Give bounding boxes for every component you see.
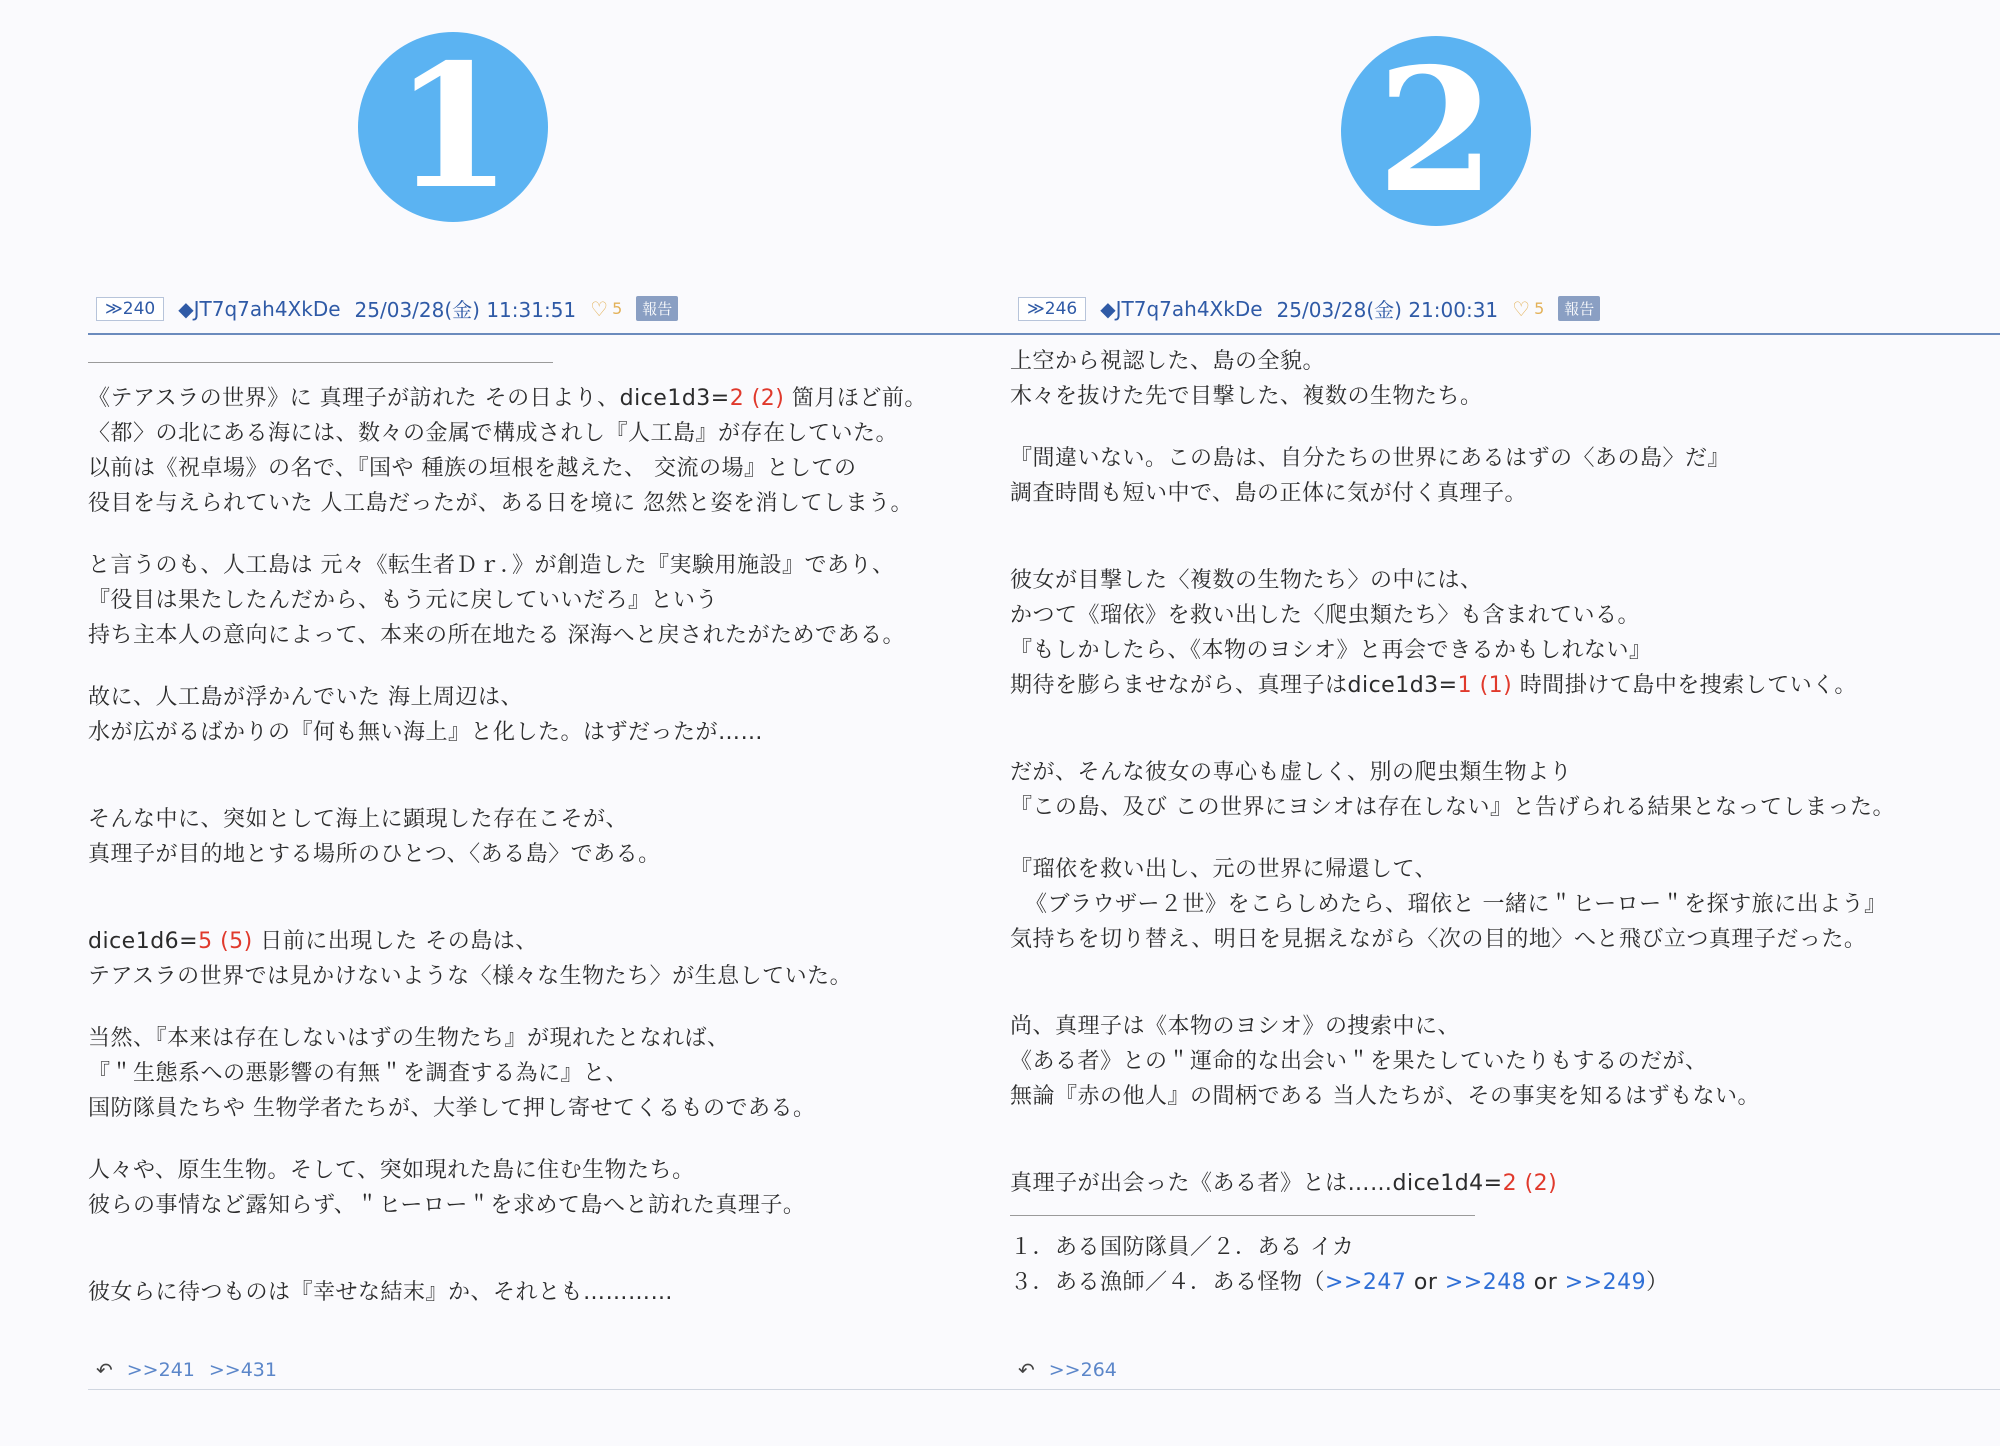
post-date: 25/03/28(金) 11:31:51 bbox=[354, 298, 577, 322]
post-anchor-link[interactable]: ≫246 bbox=[1018, 297, 1086, 321]
text-line: 国防隊員たちや 生物学者たちが、大挙して押し寄せてくるものである。 bbox=[88, 1096, 816, 1121]
text-line: 気持ちを切り替え、明日を見据えながら〈次の目的地〉へと飛び立つ真理子だった。 bbox=[1010, 927, 1867, 952]
text: 期待を膨らませながら、真理子はdice1d3= bbox=[1010, 673, 1458, 698]
post-date: 25/03/28(金) 21:00:31 bbox=[1276, 298, 1499, 322]
dice-result: 2 (2) bbox=[1502, 1171, 1558, 1196]
text-line: だが、そんな彼女の専心も虚しく、別の爬虫類生物より bbox=[1010, 760, 1573, 785]
dice-result: 1 (1) bbox=[1457, 673, 1513, 698]
poster-id[interactable]: ◆JT7q7ah4XkDe bbox=[178, 296, 341, 321]
text-line: 《ある者》との＂運命的な出会い＂を果たしていたりもするのだが、 bbox=[1010, 1049, 1708, 1074]
text-line: そんな中に、突如として海上に顕現した存在こそが、 bbox=[88, 807, 629, 832]
reply-link[interactable]: >>431 bbox=[208, 1359, 277, 1381]
paragraph bbox=[1010, 344, 2000, 414]
text-line: 『この島、及び この世界にヨシオは存在しない』と告げられる結果となってしまった。 bbox=[1010, 795, 1895, 820]
header-divider bbox=[1010, 333, 2000, 335]
text: ） bbox=[1646, 1270, 1669, 1295]
text: or bbox=[1406, 1270, 1445, 1295]
text: or bbox=[1526, 1270, 1565, 1295]
anchor-link[interactable]: >>248 bbox=[1444, 1270, 1527, 1295]
paragraph bbox=[88, 1021, 1010, 1126]
text-line: 故に、人工島が浮かんでいた 海上周辺は、 bbox=[88, 685, 523, 710]
text-line: 役目を与えられていた 人工島だったが、ある日を境に 忽然と姿を消してしまう。 bbox=[88, 491, 913, 516]
paragraph bbox=[88, 802, 1010, 872]
text-line: 上空から視認した、島の全貌。 bbox=[1010, 349, 1326, 374]
text: 箇月ほど前。 bbox=[784, 386, 927, 411]
text-line: テアスラの世界では見かけないような〈様々な生物たち〉が生息していた。 bbox=[88, 964, 853, 989]
number-badge: 1 bbox=[358, 32, 548, 222]
text-line: 人々や、原生生物。そして、突如現れた島に住む生物たち。 bbox=[88, 1158, 695, 1183]
like-count: 5 bbox=[1534, 299, 1545, 318]
post-body bbox=[1010, 340, 2000, 1300]
text: 真理子が出会った《ある者》とは……dice1d4= bbox=[1010, 1171, 1503, 1196]
dice-result: 2 (2) bbox=[729, 386, 785, 411]
paragraph bbox=[1010, 441, 2000, 511]
number-badge: 2 bbox=[1341, 36, 1531, 226]
text-line: 『間違いない。この島は、自分たちの世界にあるはずの〈あの島〉だ』 bbox=[1010, 446, 1731, 471]
text-line: 以前は《祝卓場》の名で、『国や 種族の垣根を越えた、 交流の場』としての bbox=[88, 456, 857, 481]
paragraph bbox=[88, 1153, 1010, 1223]
paragraph bbox=[1010, 755, 2000, 825]
paragraph bbox=[1010, 1230, 2000, 1300]
paragraph bbox=[1010, 1166, 2000, 1201]
paragraph bbox=[88, 680, 1010, 750]
text: 日前に出現した その島は、 bbox=[252, 929, 538, 954]
text-line: かつて《瑠依》を救い出した〈爬虫類たち〉も含まれている。 bbox=[1010, 603, 1641, 628]
text-line: 持ち主本人の意向によって、本来の所在地たる 深海へと戻されたがためである。 bbox=[88, 623, 906, 648]
paragraph bbox=[88, 1275, 1010, 1310]
heart-icon: ♡ bbox=[1512, 296, 1531, 321]
like-button[interactable] bbox=[590, 297, 622, 321]
text-line: 『＂生態系への悪影響の有無＂を調査する為に』と、 bbox=[88, 1061, 629, 1086]
text-line: 『もしかしたら、《本物のヨシオ》と再会できるかもしれない』 bbox=[1010, 638, 1652, 663]
paragraph bbox=[1010, 1009, 2000, 1114]
paragraph bbox=[88, 381, 1010, 521]
reply-link[interactable]: >>241 bbox=[126, 1359, 195, 1381]
post-footer bbox=[96, 1358, 277, 1382]
reply-icon: ↶ bbox=[96, 1358, 113, 1382]
text: 時間掛けて島中を捜索していく。 bbox=[1512, 673, 1857, 698]
post-header bbox=[96, 294, 1010, 323]
text-line: 『瑠依を救い出し、元の世界に帰還して、 bbox=[1010, 857, 1438, 882]
text-line: 《ブラウザー２世》をこらしめたら、瑠依と 一緒に＂ヒーロー＂を探す旅に出よう』 bbox=[1010, 892, 1887, 917]
post-body bbox=[88, 340, 1010, 1310]
text-line: 無論『赤の他人』の間柄である 当人たちが、その事実を知るはずもない。 bbox=[1010, 1084, 1760, 1109]
header-divider bbox=[88, 333, 1010, 335]
text-line: 当然、『本来は存在しないはずの生物たち』が現れたとなれば、 bbox=[88, 1026, 730, 1051]
text-line: 『役目は果たしたんだから、もう元に戻していいだろ』という bbox=[88, 588, 719, 613]
text: 《テアスラの世界》に 真理子が訪れた その日より、dice1d3= bbox=[88, 386, 730, 411]
poster-id[interactable]: ◆JT7q7ah4XkDe bbox=[1100, 296, 1263, 321]
text-line: 尚、真理子は《本物のヨシオ》の捜索中に、 bbox=[1010, 1014, 1461, 1039]
paragraph bbox=[1010, 852, 2000, 957]
paragraph bbox=[88, 924, 1010, 994]
anchor-link[interactable]: >>249 bbox=[1564, 1270, 1647, 1295]
reply-icon: ↶ bbox=[1018, 1358, 1035, 1382]
text: dice1d6= bbox=[88, 929, 199, 954]
post-header bbox=[1018, 294, 2000, 323]
footer-divider bbox=[1010, 1389, 2000, 1390]
text-line: 〈都〉の北にある海には、数々の金属で構成されし『人工島』が存在していた。 bbox=[88, 421, 899, 446]
divider bbox=[1010, 1215, 1475, 1216]
heart-icon: ♡ bbox=[590, 296, 609, 321]
like-count: 5 bbox=[612, 299, 623, 318]
text-line: 木々を抜けた先で目撃した、複数の生物たち。 bbox=[1010, 384, 1483, 409]
like-button[interactable] bbox=[1512, 297, 1544, 321]
text-line: 真理子が目的地とする場所のひとつ、〈ある島〉である。 bbox=[88, 842, 661, 867]
text-line: 彼女が目撃した〈複数の生物たち〉の中には、 bbox=[1010, 568, 1483, 593]
text-line: と言うのも、人工島は 元々《転生者Ｄｒ．》が創造した『実験用施設』であり、 bbox=[88, 553, 895, 578]
paragraph bbox=[1010, 563, 2000, 703]
footer-divider bbox=[88, 1389, 1010, 1390]
report-button[interactable]: 報告 bbox=[1558, 296, 1600, 321]
post-footer bbox=[1018, 1358, 1117, 1382]
text-line: 彼らの事情など露知らず、＂ヒーロー＂を求めて島へと訪れた真理子。 bbox=[88, 1193, 806, 1218]
post-246 bbox=[1010, 0, 2000, 1446]
text-line: 彼女らに待つものは『幸せな結末』か、それとも………… bbox=[88, 1280, 674, 1305]
anchor-link[interactable]: >>247 bbox=[1325, 1270, 1407, 1295]
reply-link[interactable]: >>264 bbox=[1048, 1359, 1117, 1381]
dice-result: 5 (5) bbox=[198, 929, 253, 954]
divider bbox=[88, 362, 553, 363]
text-line: 調査時間も短い中で、島の正体に気が付く真理子。 bbox=[1010, 481, 1528, 506]
post-anchor-link[interactable]: ≫240 bbox=[96, 297, 164, 321]
text-line: 水が広がるばかりの『何も無い海上』と化した。はずだったが…… bbox=[88, 720, 764, 745]
paragraph bbox=[88, 548, 1010, 653]
text: ３．ある漁師／４．ある怪物（ bbox=[1010, 1270, 1326, 1295]
text-line: １．ある国防隊員／２．ある イカ bbox=[1010, 1235, 1355, 1260]
report-button[interactable]: 報告 bbox=[636, 296, 678, 321]
